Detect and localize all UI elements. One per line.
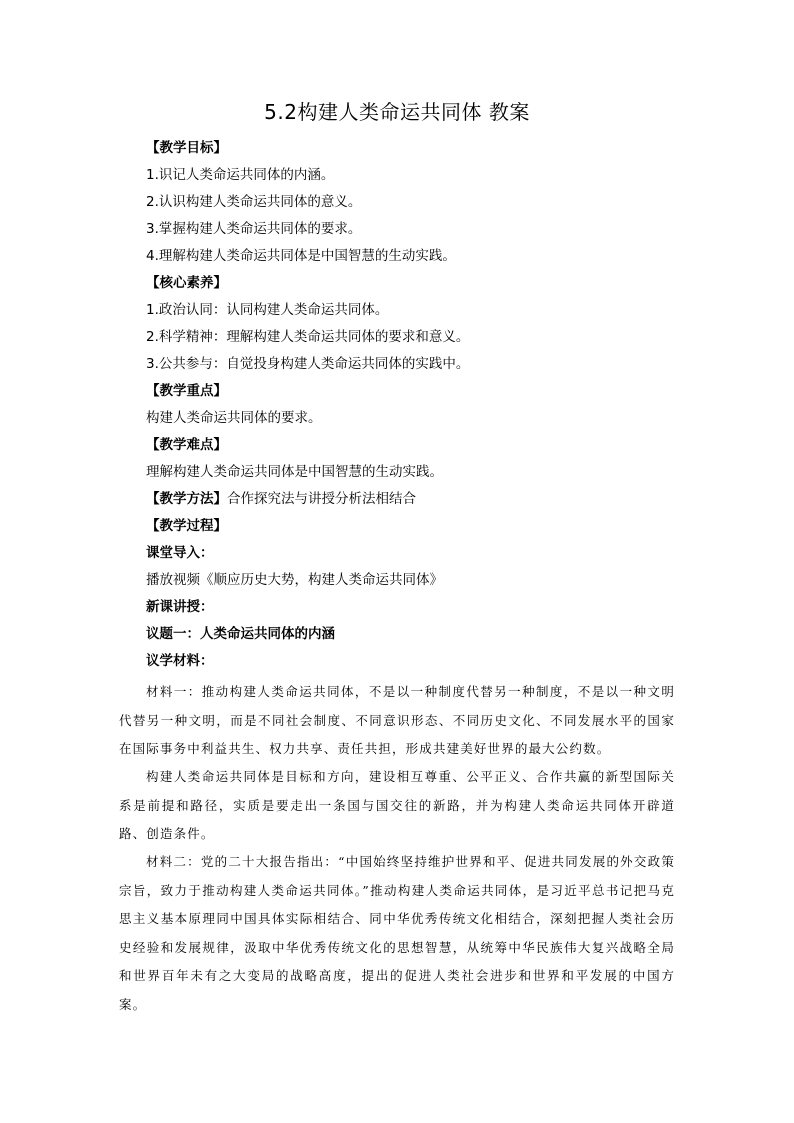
material-two-paragraph: 材料二：党的二十大报告指出：“中国始终坚持维护世界和平、促进共同发展的外交政策宗旨，致力于推动构建人类命运共同体。”推动构建人类命运共同体，是习近平总书记把马克思主义基本原理同中国具体实际相结合、同中华优秀传统文化相结合，深刻把握人类社会历史经验和发展规律，汲取中华优秀传统文化的思想智慧，从统筹中华民族伟大复兴战略全局和世界百年未有之大变局的战略高度，提出的促进人类社会进步和世界和平发展的中国方案。 — [119, 854, 675, 1012]
literacy-item: 2.科学精神：理解构建人类命运共同体的要求和意义。 — [146, 329, 470, 345]
document-title: 5.2构建人类命运共同体 教案 — [264, 100, 530, 124]
heading-process: 【教学过程】 — [146, 518, 227, 534]
heading-difficulty: 【教学难点】 — [146, 437, 227, 453]
heading-intro: 课堂导入： — [146, 545, 214, 561]
method-line — [146, 488, 666, 510]
goal-item: 4.理解构建人类命运共同体是中国智慧的生动实践。 — [146, 248, 456, 264]
material-one-second-paragraph: 构建人类命运共同体是目标和方向，建设相互尊重、公平正义、合作共赢的新型国际关系是前提和路径，实质是要走出一条国与国交往的新路，并为构建人类命运共同体开辟道路、创造条件。 — [119, 769, 675, 841]
material-one-paragraph: 材料一：推动构建人类命运共同体，不是以一种制度代替另一种制度，不是以一种文明代替另一种文明，而是不同社会制度、不同意识形态、不同历史文化、不同发展水平的国家在国际事务中利益共生、权力共享、责任共担，形成共建美好世界的最大公约数。 — [119, 684, 675, 756]
heading-new-lesson: 新课讲授： — [146, 599, 214, 615]
difficulty-text: 理解构建人类命运共同体是中国智慧的生动实践。 — [146, 464, 443, 480]
goal-item: 2.认识构建人类命运共同体的意义。 — [146, 194, 362, 210]
key-point-text: 构建人类命运共同体的要求。 — [146, 410, 322, 426]
literacy-item: 1.政治认同：认同构建人类命运共同体。 — [146, 302, 389, 318]
intro-text: 播放视频《顺应历史大势，构建人类命运共同体》 — [146, 572, 443, 588]
method-text: 合作探究法与讲授分析法相结合 — [227, 491, 416, 507]
goal-item: 1.识记人类命运共同体的内涵。 — [146, 167, 335, 183]
heading-method: 【教学方法】 — [146, 491, 227, 507]
heading-topic-one: 议题一：人类命运共同体的内涵 — [146, 626, 335, 642]
heading-teaching-goals: 【教学目标】 — [146, 140, 227, 156]
heading-core-literacy: 【核心素养】 — [146, 275, 227, 291]
heading-materials: 议学材料： — [146, 653, 214, 669]
heading-key-point: 【教学重点】 — [146, 383, 227, 399]
literacy-item: 3.公共参与：自觉投身构建人类命运共同体的实践中。 — [146, 356, 470, 372]
goal-item: 3.掌握构建人类命运共同体的要求。 — [146, 221, 362, 237]
